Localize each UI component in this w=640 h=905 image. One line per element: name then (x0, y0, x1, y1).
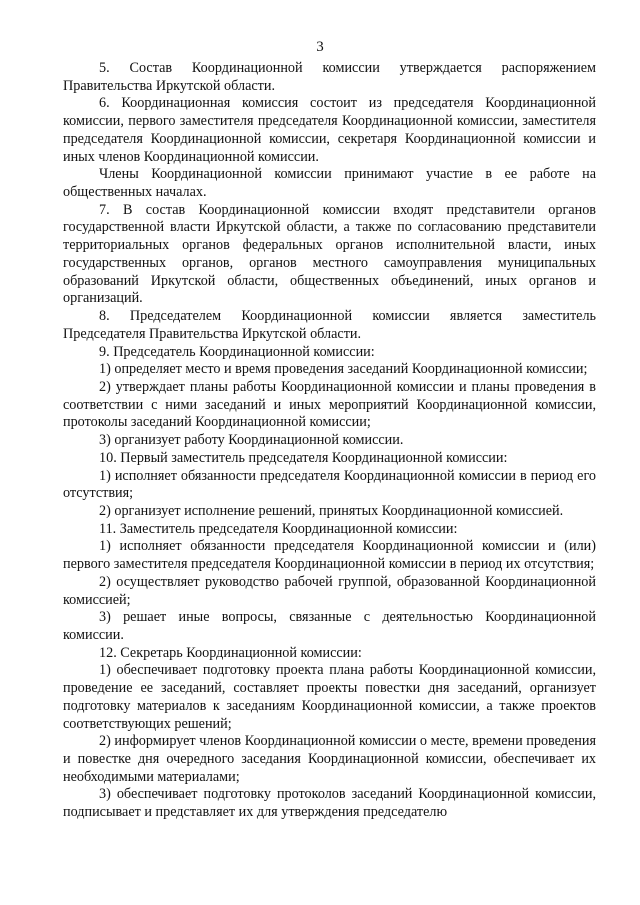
paragraph-5: 5. Состав Координационной комиссии утверждается распоряжением Правительства Иркутской области. (63, 60, 596, 94)
paragraph-9-item-3: 3) организует работу Координационной комиссии. (99, 432, 404, 449)
paragraph-members: Члены Координационной комиссии принимают участие в ее работе на общественных началах. (63, 166, 596, 201)
document-body (63, 60, 596, 822)
paragraph-6: 6. Координационная комиссия состоит из председателя Координационной комиссии, первого заместителя председателя Координационной комиссии, заместителя председателя Координационной комиссии, секретаря Координационной комиссии и иных членов Координационной комиссии. (63, 95, 596, 165)
paragraph-10-item-1: 1) исполняет обязанности председателя Координационной комиссии в период его отсутствия; (63, 467, 596, 502)
paragraph-12-item-3: 3) обеспечивает подготовку протоколов заседаний Координационной комиссии, подписывает и представляет их для утверждения председателю (63, 786, 596, 821)
page-number: 3 (316, 39, 324, 55)
paragraph-9-item-1: 1) определяет место и время проведения заседаний Координационной комиссии; (99, 361, 588, 378)
paragraph-11-item-3: 3) решает иные вопросы, связанные с деятельностью Координационной комиссии. (63, 609, 596, 643)
paragraph-10: 10. Первый заместитель председателя Координационной комиссии: (99, 449, 508, 466)
paragraph-11: 11. Заместитель председателя Координационной комиссии: (99, 520, 458, 537)
paragraph-11-item-2: 2) осуществляет руководство рабочей группой, образованной Координационной комиссией; (63, 573, 596, 608)
paragraph-12-item-1: 1) обеспечивает подготовку проекта плана работы Координационной комиссии, проведение ее заседаний, составляет проекты повестки дня заседаний, организует подготовку материалов к заседаниям Координационной комиссии, а также проектов соответствующих решений; (63, 662, 596, 732)
paragraph-12-item-2: 2) информирует членов Координационной комиссии о месте, времени проведения и повестке дня очередного заседания Координационной комиссии, обеспечивает их необходимыми материалами; (63, 733, 596, 785)
paragraph-11-item-1: 1) исполняет обязанности председателя Координационной комиссии и (или) первого заместителя председателя Координационной комиссии в период их отсутствия; (63, 538, 596, 573)
paragraph-12: 12. Секретарь Координационной комиссии: (99, 644, 362, 661)
paragraph-9-item-2: 2) утверждает планы работы Координационной комиссии и планы проведения в соответствии с ними заседаний и иных мероприятий Координационной комиссии, протоколы заседаний Координационной комиссии; (63, 378, 596, 431)
paragraph-10-item-2: 2) организует исполнение решений, принятых Координационной комиссией. (99, 502, 564, 519)
paragraph-8: 8. Председателем Координационной комиссии является заместитель Председателя Правительства Иркутской области. (63, 308, 596, 342)
paragraph-7: 7. В состав Координационной комиссии входят представители органов государственной власти Иркутской области, а также по согласованию представители территориальных органов федеральных органов исполнительной власти, иных государственных органов, органов местного самоуправления муниципальных образований Иркутской области, общественных объединений, иных органов и организаций. (63, 201, 596, 307)
paragraph-9: 9. Председатель Координационной комиссии: (99, 343, 375, 360)
